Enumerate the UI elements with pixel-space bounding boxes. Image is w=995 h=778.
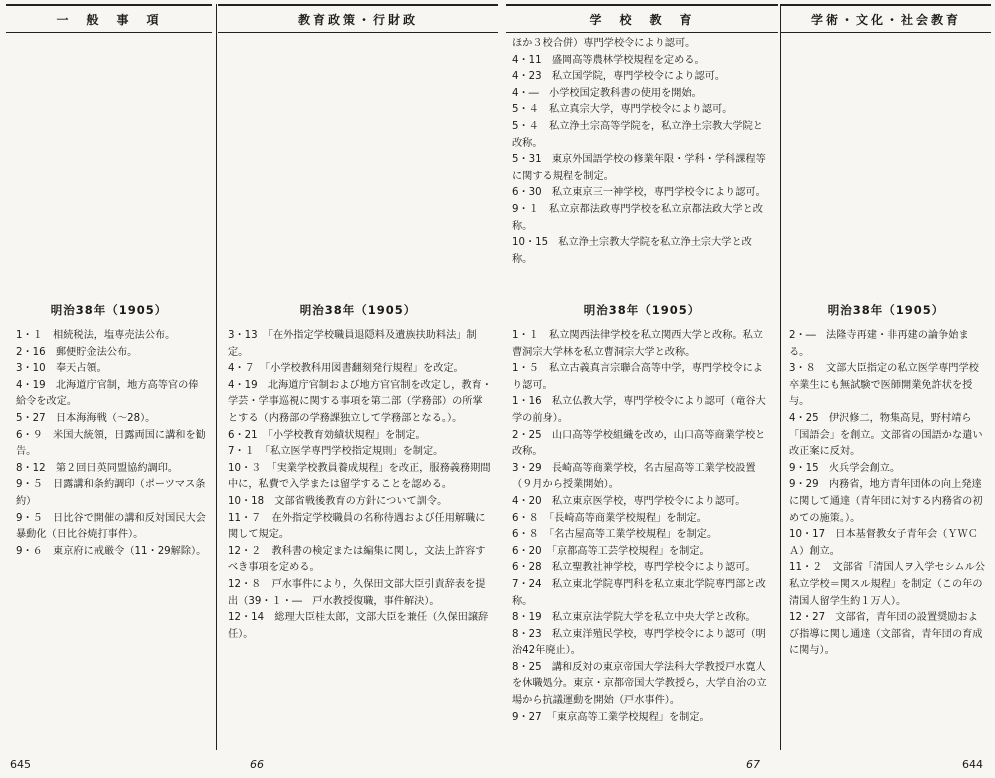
entry-item: 3・13 「在外指定学校職員退隠料及遺族扶助料法」制定。: [228, 330, 477, 358]
entry-item: 12・８ 戸水事件により，久保田文部大臣引責辞表を提出（39・１・― 戸水教授復職，事件解決）。: [228, 578, 486, 607]
entry-item: 10・18 文部省戦後教育の方針について訓令。: [228, 495, 448, 507]
entry-item: 10・15 私立浄土宗教大学院を私立浄土宗大学と改称。: [512, 237, 752, 265]
page-number-67: 67: [746, 758, 760, 771]
entry-item: 4・19 北海道庁官制，地方高等官の俸給令を改定。: [16, 379, 199, 408]
entry-item: 10・３ 「実業学校教員養成規程」を改正，服務義務期間中に，私費で入学または留学することを認める。: [228, 462, 491, 491]
page-number-645: 645: [10, 758, 31, 771]
entry-item: 4・11 盛岡高等農林学校規程を定める。: [512, 54, 705, 66]
column-school: [506, 0, 778, 778]
year-heading-culture: 明治38年（1905）: [827, 303, 945, 317]
culture-entries: [789, 328, 987, 660]
entry-item: 4・19 北海道庁官制および地方官官制を改定し，教育・学芸・学事巡視に関する事項を第二部（学務部）の所掌とする（内務部の学務課独立して学務部となる。）。: [228, 379, 492, 424]
entry-item: 4・25 伊沢修二，物集高見，野村靖ら「国語会」を創立。文部省の国語かな遣い改正案に反対。: [789, 412, 983, 458]
column-culture: [781, 0, 991, 778]
entry-item: 2・25 山口高等学校組織を改め，山口高等商業学校と改称。: [512, 429, 766, 458]
entry-item: 6・８ 「名古屋高等工業学校規程」を制定。: [512, 529, 718, 541]
entry-item: 12・27 文部省，青年団の設置奨励および指導に関し通達（文部省，青年団の育成に関与）。: [789, 612, 983, 657]
entry-item: 6・９ 米国大統領，日露両国に講和を勧告。: [16, 429, 206, 458]
year-heading-school: 明治38年（1905）: [583, 303, 701, 317]
entry-item: 9・５ 日露講和条約調印（ポーツマス条約）: [16, 479, 206, 507]
column-header-policy: 教育政策・行財政: [218, 4, 498, 33]
entry-item: 4・７ 「小学校教科用図書翻刻発行規程」を改定。: [228, 363, 464, 375]
entry-item: 12・14 総理大臣桂太郎，文部大臣を兼任（久保田譲辞任）。: [228, 612, 489, 640]
entry-item: 7・１ 「私立医学専門学校指定規則」を制定。: [228, 446, 444, 458]
entry-item: 9・１ 私立京都法政専門学校を私立京都法政大学と改称。: [512, 203, 763, 232]
entry-item: 6・30 私立東京三一神学校，専門学校令により認可。: [512, 187, 766, 199]
column-header-school: 学 校 教 育: [506, 4, 778, 33]
entry-item: 5・４ 私立真宗大学，専門学校令により認可。: [512, 104, 733, 116]
page-number-644: 644: [962, 758, 983, 771]
entry-item: 10・17 日本基督教女子青年会（ＹＷＣＡ）創立。: [789, 529, 978, 557]
entry-item: 12・２ 教科書の検定または編集に関し，文法上許容すべき事項を定める。: [228, 545, 486, 574]
entry-item: 6・20 「京都高等工芸学校規程」を制定。: [512, 545, 710, 557]
entry-item: 6・21 「小学校教育効績状規程」を制定。: [228, 429, 426, 441]
entry-item: 11・２ 文部省「清国人ヲ入学セシムル公私立学校＝関スル規程」を制定（この年の清国人留学生約１万人）。: [789, 562, 985, 607]
column-policy: [218, 0, 498, 778]
entry-item: 9・６ 東京府に戒厳令（11・29解除）。: [16, 545, 207, 557]
entry-item: 5・27 日本海海戦（～28）。: [16, 412, 156, 424]
school-entries-continued: [512, 36, 772, 268]
entry-item: ほか３校合併）専門学校令により認可。: [512, 38, 696, 49]
entry-item: 2・16 郵便貯金法公布。: [16, 346, 138, 358]
entry-item: 2・― 法隆寺再建・非再建の論争始まる。: [789, 330, 969, 358]
entry-item: 8・19 私立東京法学院大学を私立中央大学と改称。: [512, 612, 756, 624]
entry-item: 5・31 東京外国語学校の修業年限・学科・学科課程等に関する規程を制定。: [512, 154, 766, 182]
entry-item: 4・― 小学校国定教科書の使用を開始。: [512, 87, 702, 99]
column-general: [6, 0, 212, 778]
entry-item: 1・５ 私立古義真言宗聯合高等中学，専門学校令により認可。: [512, 363, 763, 391]
entry-item: 1・１ 相続税法，塩専売法公布。: [16, 330, 176, 341]
entry-item: 9・27 「東京高等工業学校規程」を制定。: [512, 711, 710, 723]
entry-item: 9・５ 日比谷で開催の講和反対国民大会暴動化（日比谷焼打事件）。: [16, 512, 206, 541]
entry-item: 8・12 第２回日英同盟協約調印。: [16, 462, 179, 474]
entry-item: 11・７ 在外指定学校職員の名称待遇および任用解職に関して規定。: [228, 512, 486, 541]
page-number-66: 66: [250, 758, 264, 771]
column-header-culture: 学術・文化・社会教育: [781, 4, 991, 33]
entry-item: 8・25 講和反対の東京帝国大学法科大学教授戸水寛人を休職処分。東京・京都帝国大学教授ら，大学自治の立場から抗議運動を開始（戸水事件）。: [512, 661, 767, 707]
entry-item: 3・10 奉天占領。: [16, 363, 107, 375]
entry-item: 4・20 私立東京医学校，専門学校令により認可。: [512, 495, 746, 507]
year-heading-policy: 明治38年（1905）: [299, 303, 417, 317]
year-heading-general: 明治38年（1905）: [50, 303, 168, 317]
entry-item: 3・29 長崎高等商業学校，名古屋高等工業学校設置（９月から授業開始）。: [512, 462, 756, 491]
entry-item: 5・４ 私立浄土宗高等学院を，私立浄土宗教大学院と改称。: [512, 120, 763, 149]
entry-item: 7・24 私立東北学院専門科を私立東北学院専門部と改称。: [512, 578, 766, 607]
general-entries: [16, 328, 208, 560]
entry-item: 6・８ 「長崎高等商業学校規程」を制定。: [512, 512, 707, 524]
entry-item: 6・28 私立聖教社神学校，専門学校令により認可。: [512, 562, 756, 574]
entry-item: 8・23 私立東洋殖民学校，専門学校令により認可（明治42年廃止）。: [512, 628, 766, 657]
policy-entries: [228, 328, 492, 643]
entry-item: 1・１ 私立関西法律学校を私立関西大学と改称。私立曹洞宗大学林を私立曹洞宗大学と改称。: [512, 330, 763, 358]
divider-1: [216, 4, 217, 750]
entry-item: 9・15 火兵学会創立。: [789, 462, 901, 474]
entry-item: 4・23 私立国学院，専門学校令により認可。: [512, 71, 726, 83]
school-entries: [512, 328, 772, 726]
column-header-general: 一 般 事 項: [6, 4, 212, 33]
entry-item: 9・29 内務省，地方青年団体の向上発達に関して通達（青年団に対する内務省の初めての施策。）。: [789, 479, 983, 524]
entry-item: 1・16 私立仏教大学，専門学校令により認可（竜谷大学の前身）。: [512, 396, 766, 424]
entry-item: 3・８ 文部大臣指定の私立医学専門学校卒業生にも無試験で医師開業免許状を授与。: [789, 363, 979, 408]
